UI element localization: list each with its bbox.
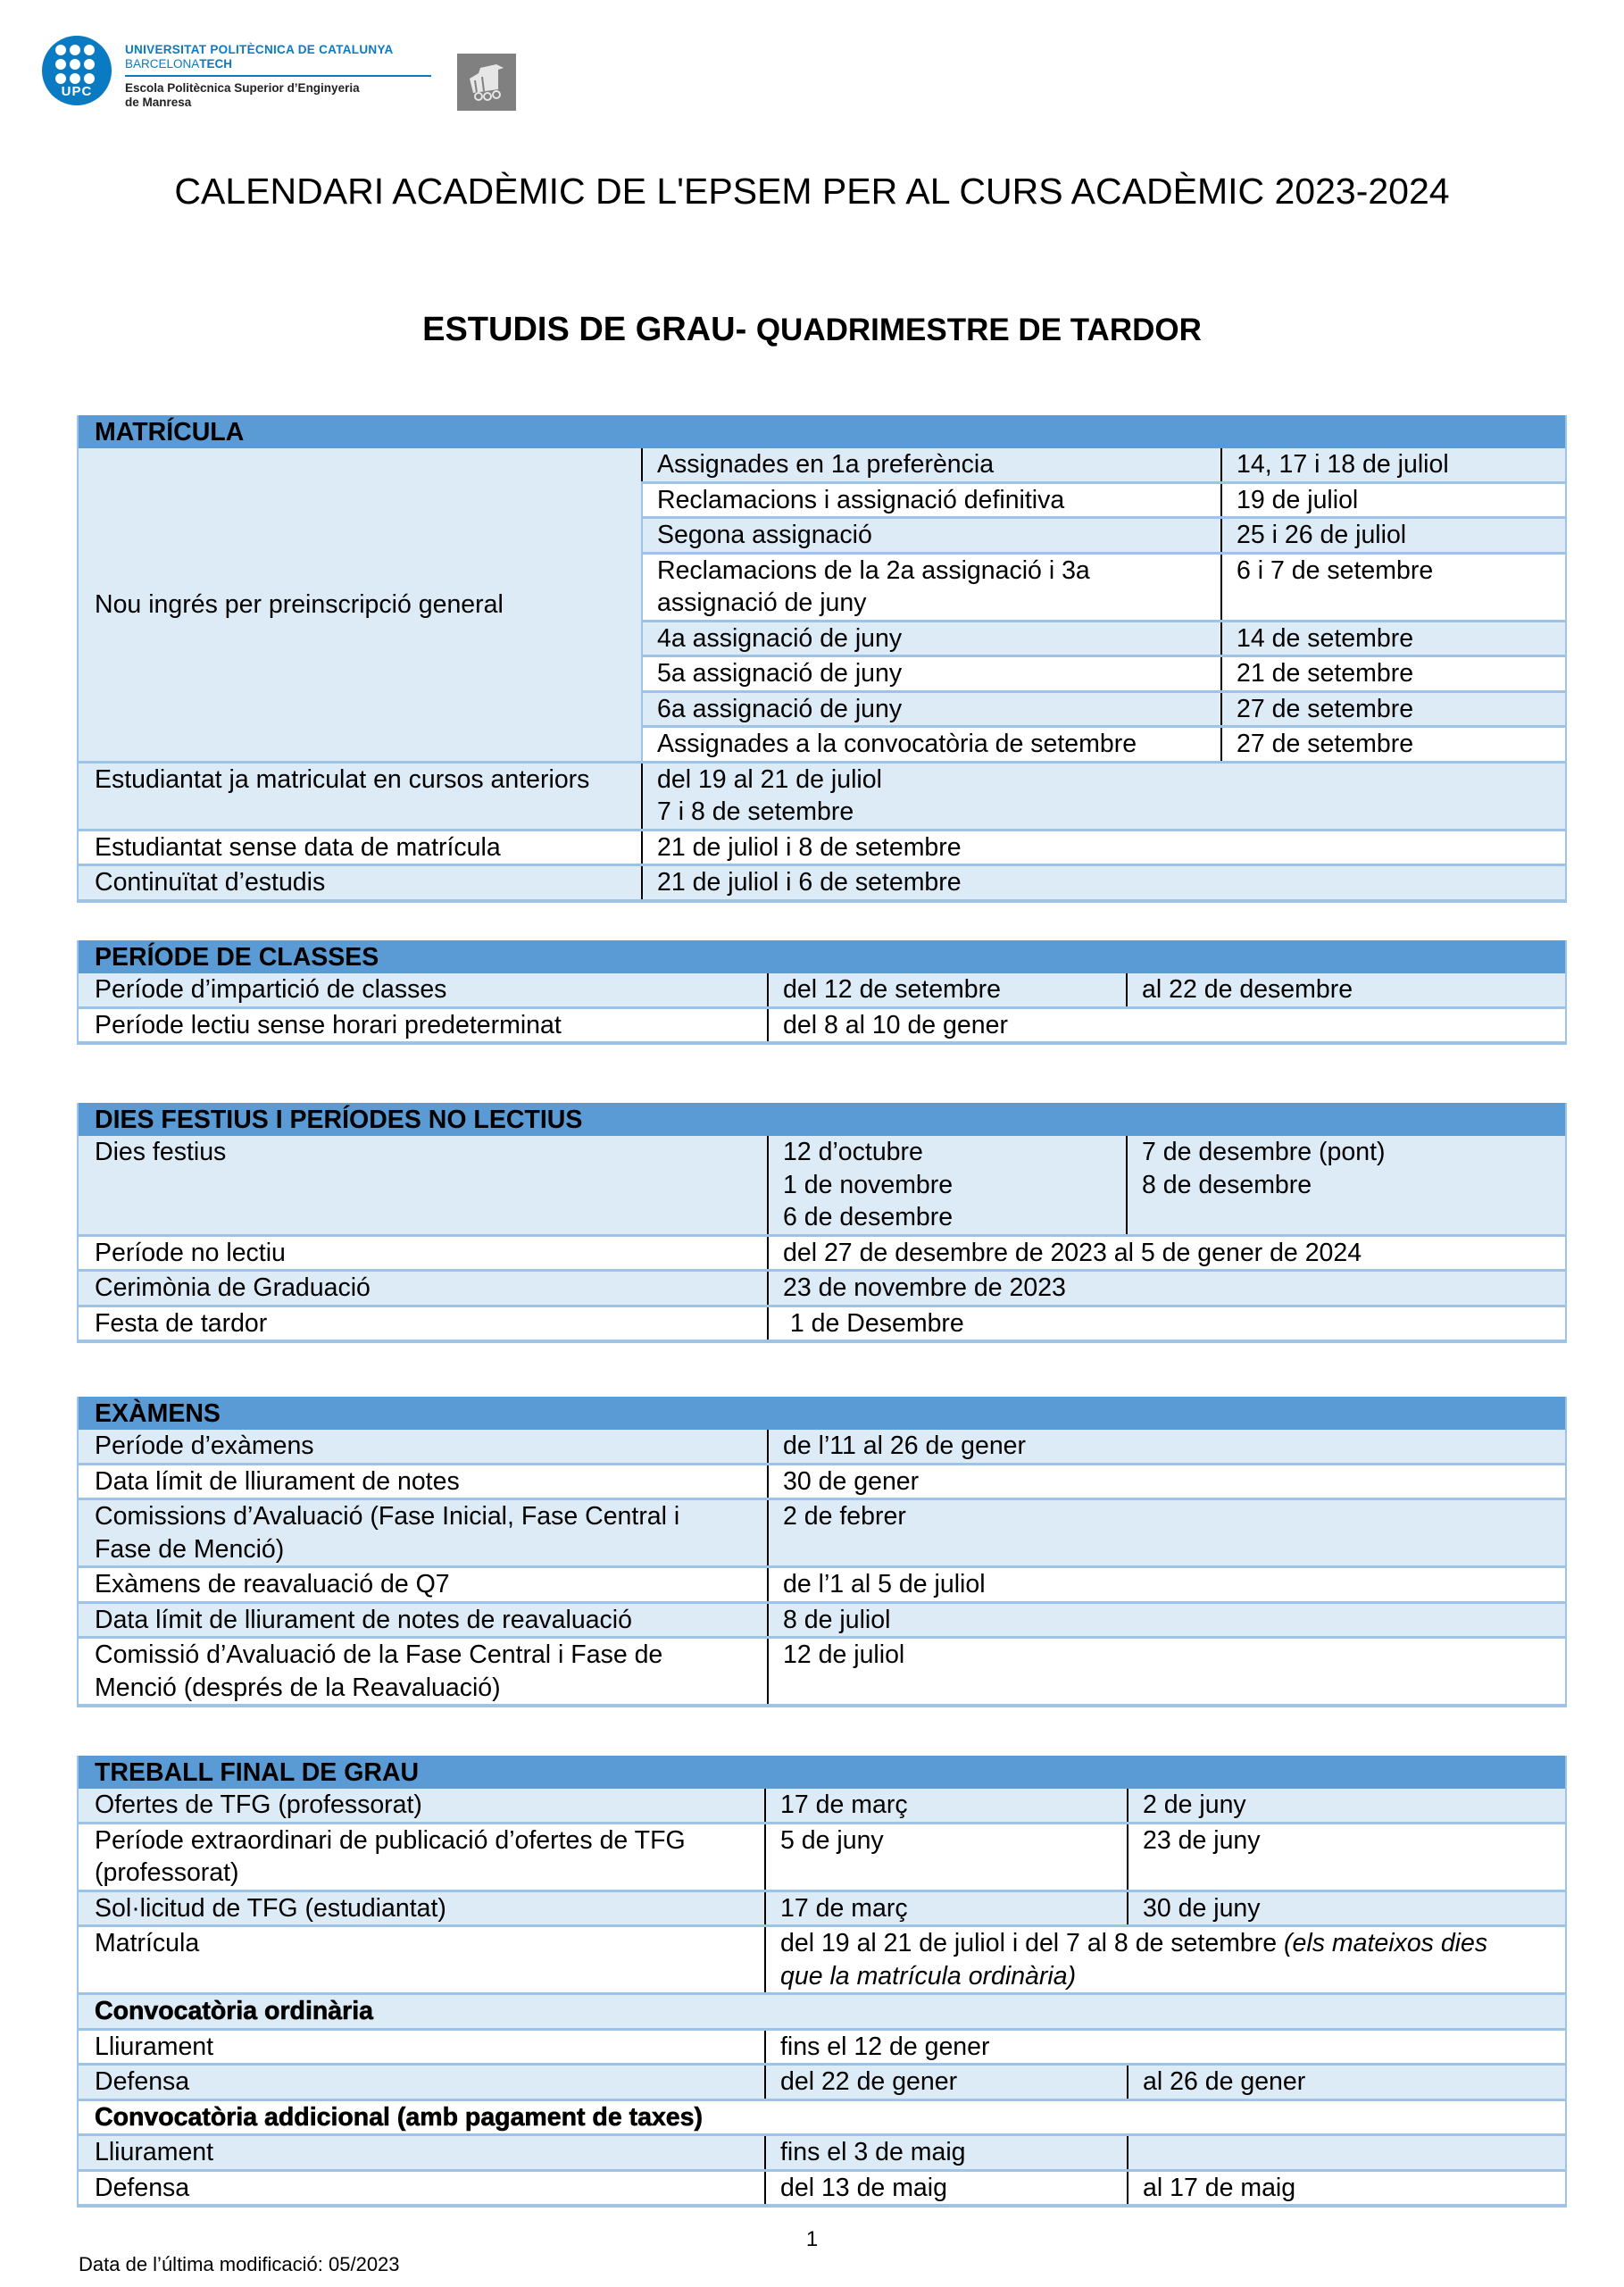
nou-ingres-label: Nou ingrés per preinscripció general: [78, 448, 642, 762]
row-label: Estudiantat sense data de matrícula: [78, 830, 642, 865]
holiday-date: 1 de novembre: [783, 1170, 954, 1199]
matricula-table: [77, 415, 1567, 903]
row-label: Festa de tardor: [78, 1306, 768, 1341]
row-label: Lliurament: [78, 2135, 765, 2171]
row-label-line1: Reclamacions de la 2a assignació i 3a: [657, 555, 1090, 585]
last-modified-date: Data de l’última modificació: 05/2023: [79, 2253, 400, 2275]
tfg-heading: TREBALL FINAL DE GRAU: [78, 1756, 1566, 1789]
row-label-line1: Comissions d’Avaluació (Fase Inicial, Fase Central i: [95, 1502, 680, 1531]
row-label: Període no lectiu: [78, 1235, 768, 1271]
row-label: [78, 1638, 768, 1707]
row-date: 14 de setembre: [1221, 621, 1566, 656]
page-subtitle: [0, 308, 1624, 352]
holiday-date: 7 de desembre (pont): [1142, 1138, 1386, 1166]
holiday-date: 12 d’octubre: [783, 1138, 923, 1166]
barcelonatech: [125, 57, 433, 71]
row-label-line2: Menció (després de la Reavaluació): [95, 1673, 501, 1702]
page-title: CALENDARI ACADÈMIC DE L'EPSEM PER AL CURS ACADÈMIC 2023-2024: [174, 171, 1450, 212]
upc-logo-mark: UPC: [61, 84, 93, 99]
row-label: Segona assignació: [642, 518, 1221, 554]
row-date: 21 de juliol i 8 de setembre: [642, 830, 1566, 865]
row-date: 19 de juliol: [1221, 482, 1566, 518]
logo-divider: [125, 75, 431, 77]
holiday-date: 6 de desembre: [783, 1203, 954, 1231]
row-value: 12 de juliol: [768, 1638, 1566, 1707]
row-label: Continuïtat d’estudis: [78, 865, 642, 901]
row-value: 8 de juliol: [768, 1602, 1566, 1638]
row-label: Defensa: [78, 2065, 765, 2100]
upc-logo-dots: [55, 45, 98, 84]
dies-festius-table: [77, 1103, 1567, 1343]
matricula-note-cont: que la matrícula ordinària): [780, 1961, 1077, 1991]
row-empty: [1128, 2135, 1566, 2171]
row-label: Període lectiu sense horari predeterminat: [78, 1007, 768, 1043]
row-date: [642, 762, 1566, 830]
row-value: 2 de febrer: [768, 1499, 1566, 1567]
school-name-line2: de Manresa: [125, 96, 192, 109]
mine-cart-icon: [457, 54, 516, 111]
examens-heading: EXÀMENS: [78, 1397, 1566, 1430]
row-label: Ofertes de TFG (professorat): [78, 1789, 765, 1823]
row-from: 5 de juny: [765, 1823, 1128, 1891]
row-label: 4a assignació de juny: [642, 621, 1221, 656]
row-label: Matrícula: [78, 1926, 765, 1994]
row-from: del 12 de setembre: [768, 973, 1127, 1007]
row-from: del 8 al 10 de gener: [768, 1007, 1566, 1043]
upc-logo-icon: [42, 36, 112, 105]
row-from: del 22 de gener: [765, 2065, 1128, 2100]
row-label: Lliurament: [78, 2029, 765, 2065]
examens-table: [77, 1397, 1567, 1707]
row-value: de l’11 al 26 de gener: [768, 1430, 1566, 1464]
row-label-line2: Fase de Menció): [95, 1534, 285, 1564]
matricula-heading: MATRÍCULA: [78, 415, 1566, 448]
row-label: Reclamacions i assignació definitiva: [642, 482, 1221, 518]
row-label: Cerimònia de Graduació: [78, 1271, 768, 1306]
school-name-line1: Escola Politècnica Superior d’Enginyeria: [125, 81, 360, 95]
matricula-note: (els mateixos dies: [1284, 1929, 1488, 1957]
row-date: 21 de juliol i 6 de setembre: [642, 865, 1566, 901]
holiday-date: 8 de desembre: [1142, 1170, 1312, 1199]
subtitle-part1: ESTUDIS DE GRAU-: [422, 311, 756, 348]
row-value: [765, 1926, 1566, 1994]
row-date-line2: 7 i 8 de setembre: [657, 797, 854, 826]
row-to: 30 de juny: [1128, 1891, 1566, 1926]
row-date: 27 de setembre: [1221, 727, 1566, 763]
row-to: al 17 de maig: [1128, 2170, 1566, 2206]
matricula-dates: del 19 al 21 de juliol i del 7 al 8 de setembre: [780, 1929, 1285, 1957]
periode-classes-table: [77, 940, 1567, 1045]
row-label: Defensa: [78, 2170, 765, 2206]
epsem-logo-icon: [457, 54, 516, 111]
row-to: al 26 de gener: [1128, 2065, 1566, 2100]
row-label: Data límit de lliurament de notes de reavaluació: [78, 1602, 768, 1638]
row-date: 21 de setembre: [1221, 656, 1566, 692]
row-value: 30 de gener: [768, 1464, 1566, 1499]
tech-text: TECH: [199, 57, 233, 71]
row-date: 14, 17 i 18 de juliol: [1221, 448, 1566, 482]
row-label-line2: (professorat): [95, 1858, 239, 1887]
tfg-table: [77, 1756, 1567, 2208]
barcelona-text: BARCELONA: [125, 57, 200, 71]
subtitle-part2: QUADRIMESTRE DE TARDOR: [755, 313, 1202, 347]
periode-classes-heading: PERÍODE DE CLASSES: [78, 940, 1566, 973]
university-name: UNIVERSITAT POLITÈCNICA DE CATALUNYA: [125, 43, 394, 56]
row-from: 17 de març: [765, 1891, 1128, 1926]
row-label: Data límit de lliurament de notes: [78, 1464, 768, 1499]
row-label: Sol·licitud de TFG (estudiantat): [78, 1891, 765, 1926]
festius-col1: [768, 1136, 1127, 1235]
row-label: [642, 553, 1221, 621]
row-label: 5a assignació de juny: [642, 656, 1221, 692]
row-label: Període d’exàmens: [78, 1430, 768, 1464]
convocatoria-addicional-heading: Convocatòria addicional (amb pagament de taxes): [78, 2099, 1566, 2135]
row-to: 2 de juny: [1128, 1789, 1566, 1823]
upc-logo-text: [125, 43, 433, 110]
row-from: 17 de març: [765, 1789, 1128, 1823]
page-number: 1: [805, 2227, 819, 2251]
row-value: de l’1 al 5 de juliol: [768, 1567, 1566, 1603]
row-label: Assignades en 1a preferència: [642, 448, 1221, 482]
convocatoria-ordinaria-heading: Convocatòria ordinària: [78, 1994, 1566, 2030]
row-value: del 27 de desembre de 2023 al 5 de gener de 2024: [768, 1235, 1566, 1271]
row-date: 6 i 7 de setembre: [1221, 553, 1566, 621]
row-label: Dies festius: [78, 1136, 768, 1235]
row-date-line1: del 19 al 21 de juliol: [657, 764, 882, 794]
row-label-line1: Comissió d’Avaluació de la Fase Central i Fase de: [95, 1640, 663, 1669]
row-label: [78, 1823, 765, 1891]
row-to: 23 de juny: [1128, 1823, 1566, 1891]
row-label: 6a assignació de juny: [642, 691, 1221, 727]
row-date: 27 de setembre: [1221, 691, 1566, 727]
dies-festius-heading: DIES FESTIUS I PERÍODES NO LECTIUS: [78, 1103, 1566, 1136]
row-label: [78, 1499, 768, 1567]
row-value: fins el 3 de maig: [765, 2135, 1128, 2171]
row-label: Període d’impartició de classes: [78, 973, 768, 1007]
row-label: Assignades a la convocatòria de setembre: [642, 727, 1221, 763]
row-value: 1 de Desembre: [768, 1306, 1566, 1341]
festius-col2: [1127, 1136, 1566, 1235]
row-label: Estudiantat ja matriculat en cursos anteriors: [78, 762, 642, 830]
row-value: fins el 12 de gener: [765, 2029, 1566, 2065]
row-label-line2: assignació de juny: [657, 588, 867, 617]
row-label-line1: Període extraordinari de publicació d’ofertes de TFG: [95, 1825, 686, 1855]
row-label: Exàmens de reavaluació de Q7: [78, 1567, 768, 1603]
row-to: al 22 de desembre: [1127, 973, 1566, 1007]
row-date: 25 i 26 de juliol: [1221, 518, 1566, 554]
row-value: 23 de novembre de 2023: [768, 1271, 1566, 1306]
row-from: del 13 de maig: [765, 2170, 1128, 2206]
